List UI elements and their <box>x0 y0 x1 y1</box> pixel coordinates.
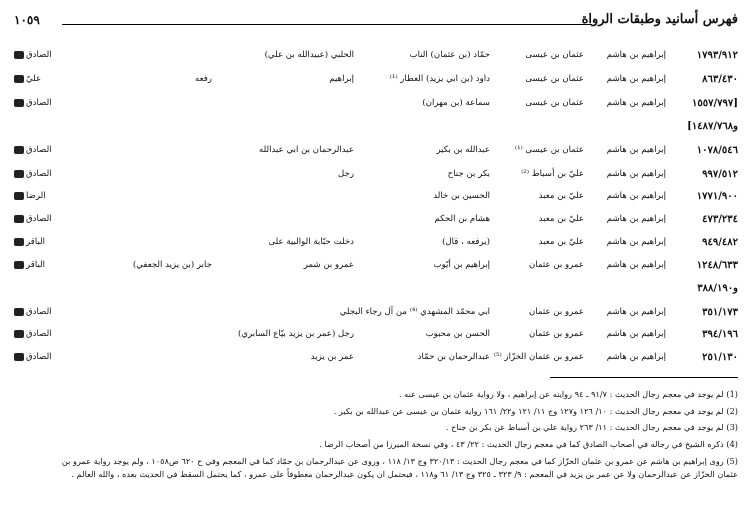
imam-name <box>14 74 41 84</box>
honorific-seal-icon <box>14 330 24 338</box>
narrator-c1: إبراهيم بن هاشم <box>606 74 666 84</box>
hadith-number: ٣٥١/١٧٣ <box>702 307 738 318</box>
narrator-c2: عثمان بن عيسى ⁽¹⁾ <box>515 145 584 155</box>
hadith-number: ١٠٧٨/٥٤٦ <box>696 145 738 156</box>
narrator-c1: إبراهيم بن هاشم <box>606 352 666 362</box>
isnad-row <box>0 142 752 160</box>
footnote-line: عثمان الخزّاز عن عبدالرحمان ولا عن عمر بن يزيد في المعجم : ٩/ ٣٢٣ ـ ٣٢٥ وج ١٣/ ٦١ و١١٨ ، فيحتمل ان يكون عبدالرحمان معطوفاً على عمرو ، كما يحتمل السقط في الحديث بعده ، والله العالم . <box>71 469 738 479</box>
hadith-number: ١٧٧١/٩٠٠ <box>696 191 738 202</box>
honorific-seal-icon <box>14 192 24 200</box>
imam-label: الصادق <box>26 50 52 60</box>
narrator-c2: عمرو بن عثمان الخزّاز ⁽⁵⁾ <box>494 352 584 362</box>
honorific-seal-icon <box>14 170 24 178</box>
honorific-seal-icon <box>14 353 24 361</box>
isnad-row <box>0 349 752 367</box>
imam-name <box>14 307 52 317</box>
imam-label: الصادق <box>26 145 52 155</box>
narrator-c2: عمرو بن عثمان <box>528 260 584 270</box>
imam-name <box>14 237 45 247</box>
narrator-c1: إبراهيم بن هاشم <box>606 237 666 247</box>
isnad-row <box>0 71 752 89</box>
narrator-c5: جابر (بن يزيد الجعفي) <box>132 260 212 270</box>
hadith-number: ٤٧٣/٢٣٤ <box>702 214 738 225</box>
imam-label: الصادق <box>26 169 52 179</box>
isnad-row <box>0 211 752 229</box>
narrator-c3: هشام بن الحكم <box>434 214 490 224</box>
narrator-c1: إبراهيم بن هاشم <box>606 214 666 224</box>
imam-label: الصادق <box>26 214 52 224</box>
imam-label: الصادق <box>26 98 52 108</box>
imam-label: الصادق <box>26 352 52 362</box>
narrator-c3: بكر بن جناح <box>447 169 490 179</box>
narrator-c3: سماعة (بن مهران) <box>422 98 490 108</box>
footnote-line: (1) لم يوجد في معجم رجال الحديث : ٩١/٧ ـ ٩٤ روايته عن إبراهيم ، ولا رواية عثمان بن عيسى عنه . <box>398 389 738 399</box>
narrator-c4: الحلبي (عبيدالله بن علي) <box>264 50 354 60</box>
imam-name <box>14 169 52 179</box>
honorific-seal-icon <box>14 51 24 59</box>
imam-label: الباقر <box>26 260 46 270</box>
imam-name <box>14 191 46 201</box>
isnad-row <box>0 304 752 322</box>
imam-name <box>14 98 52 108</box>
narrator-c4: رجل <box>338 169 354 179</box>
narrator-c4: عمر بن يزيد <box>310 352 354 362</box>
narrator-c1: إبراهيم بن هاشم <box>606 50 666 60</box>
narrator-c3: (يرفعه ، قال) <box>442 237 490 247</box>
continuation-number: و٣٨٨/١٩٠ <box>697 283 738 294</box>
narrator-c3: ابي محمّد المشهدي ⁽⁴⁾ من آل رجاء البجلي <box>339 307 490 317</box>
honorific-seal-icon <box>14 238 24 246</box>
narrator-c3: عبدالرحمان بن حمّاد <box>417 352 490 362</box>
narrator-c3: الحسين بن خالد <box>433 191 490 201</box>
isnad-row <box>0 326 752 344</box>
narrator-c2: عليّ بن أسباط ⁽²⁾ <box>521 169 584 179</box>
narrator-c3: إبراهيم بن أيّوب <box>433 260 490 270</box>
hadith-number: ٨٦٣/٤٣٠ <box>702 74 738 85</box>
hadith-number: ١٢٤٨/٦٣٣ <box>696 260 738 271</box>
narrator-c2: عمرو بن عثمان <box>528 329 584 339</box>
hadith-number: ٣٩٤/١٩٦ <box>702 329 738 340</box>
imam-label: عليّ <box>26 74 42 84</box>
hadith-number: ١٧٩٣/٩١٢ <box>696 50 738 61</box>
isnad-row <box>0 234 752 252</box>
imam-label: الباقر <box>26 237 46 247</box>
narrator-c4: رجل (عمر بن يزيد بيّاع السابري) <box>237 329 354 339</box>
footnote-line: (3) لم يوجد في معجم رجال الحديث : ١١/ ٢٦٣ رواية علي بن أسباط عن بكر بن جناح . <box>445 422 738 432</box>
narrator-c4: عبدالرحمان بن ابي عبدالله <box>259 145 354 155</box>
isnad-row <box>0 166 752 184</box>
page-header-title: فهرس أسانيد وطبقات الرواة <box>581 12 738 27</box>
honorific-seal-icon <box>14 261 24 269</box>
narrator-c2: عثمان بن عيسى <box>525 98 584 108</box>
imam-label: الصادق <box>26 307 52 317</box>
narrator-c3: عبدالله بن بكير <box>436 145 490 155</box>
narrator-c2: عليّ بن معبد <box>538 237 584 247</box>
isnad-row <box>0 47 752 65</box>
hadith-number: ٩٤٩/٤٨٢ <box>702 237 738 248</box>
footnote-line: (5) روى إبراهيم بن هاشم عن عمرو بن عثمان الخزّاز كما في معجم رجال الحديث : ٣٢٠/١٣ وج ١٣/ ١١٨ ، وروى عن عبدالرحمان بن حمّاد كما في المعجم وفي ح ٦٢٠ ص١٠٥٨ ، ولم يوجد رواية عمرو بن <box>61 456 738 466</box>
narrator-c4: دخلت حبّابة الوالبية على <box>268 237 354 247</box>
narrator-c2: عثمان بن عيسى <box>525 50 584 60</box>
footnote-line: (4) ذكره الشيخ في رجاله في أصحاب الصادق كما في معجم رجال الحديث : ٢٢/ ٤٣ ، وفي نسخة الميرزا من أصحاب الرضا . <box>319 439 738 449</box>
honorific-seal-icon <box>14 215 24 223</box>
narrator-c3: داود (بن ابي يزيد) العطار ⁽¹⁾ <box>389 74 490 84</box>
narrator-c3: حمّاد (بن عثمان) الناب <box>409 50 490 60</box>
footnote-line: (2) لم يوجد في معجم رجال الحديث : ١٠/ ١٢٦ و١٢٧ وج ١١/ ١٢١ و٢٢/ ١٦١ رواية عثمان بن عيسى عن عبدالله بن بكير . <box>333 406 738 416</box>
honorific-seal-icon <box>14 146 24 154</box>
imam-name <box>14 260 45 270</box>
narrator-c2: عثمان بن عيسى <box>525 74 584 84</box>
isnad-row <box>0 257 752 275</box>
narrator-c4: إبراهيم <box>329 74 354 84</box>
imam-label: الرضا <box>26 191 46 201</box>
page-number: ١٠٥٩ <box>14 13 40 27</box>
narrator-c2: عمرو بن عثمان <box>528 307 584 317</box>
narrator-c5: رفعه <box>194 74 212 84</box>
narrator-c2: عليّ بن معبد <box>538 214 584 224</box>
imam-name <box>14 329 52 339</box>
honorific-seal-icon <box>14 75 24 83</box>
narrator-c4: عمرو بن شمر <box>303 260 354 270</box>
imam-name <box>14 50 52 60</box>
header-rule <box>62 24 592 25</box>
honorific-seal-icon <box>14 99 24 107</box>
narrator-c1: إبراهيم بن هاشم <box>606 169 666 179</box>
honorific-seal-icon <box>14 308 24 316</box>
narrator-c3: الحسن بن محبوب <box>425 329 490 339</box>
hadith-number: ٢٥١/١٣٠ <box>702 352 738 363</box>
hadith-number: ٩٩٧/٥١٢ <box>702 169 738 180</box>
narrator-c1: إبراهيم بن هاشم <box>606 191 666 201</box>
narrator-c1: إبراهيم بن هاشم <box>606 307 666 317</box>
isnad-row <box>0 188 752 206</box>
narrator-c1: إبراهيم بن هاشم <box>606 260 666 270</box>
imam-name <box>14 145 52 155</box>
narrator-c1: إبراهيم بن هاشم <box>606 145 666 155</box>
imam-label: الصادق <box>26 329 52 339</box>
narrator-c2: عليّ بن معبد <box>538 191 584 201</box>
hadith-number: [١٥٥٧/٧٩٧ <box>692 98 738 109</box>
isnad-row <box>0 95 752 113</box>
imam-name <box>14 214 52 224</box>
narrator-c1: إبراهيم بن هاشم <box>606 98 666 108</box>
footnote-separator <box>550 377 738 378</box>
narrator-c1: إبراهيم بن هاشم <box>606 329 666 339</box>
imam-name <box>14 352 52 362</box>
continuation-number: و١٤٨٧/٧٦٨] <box>687 121 738 132</box>
